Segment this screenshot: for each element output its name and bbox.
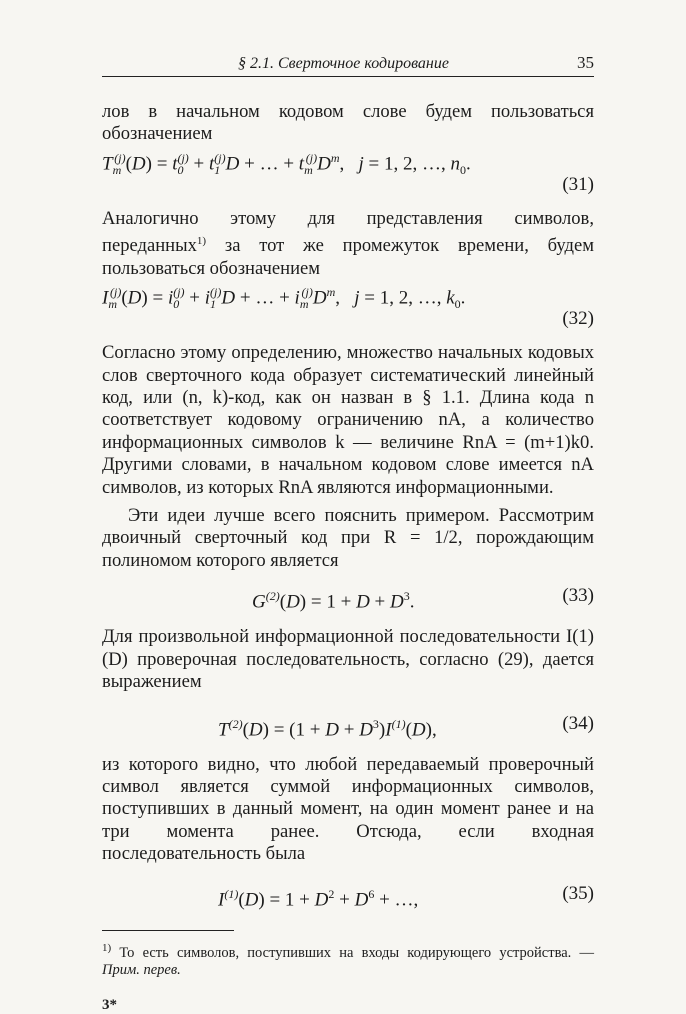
footnote-text: То есть символов, поступивших на входы кодирующего устройства. — <box>111 944 594 961</box>
page-number: 35 <box>577 53 594 72</box>
page-header <box>102 52 594 77</box>
footnote-divider <box>102 930 234 931</box>
equation-34-body: $T^{(2)}(D) = (1 + D + D^3)I^{(1)}(D)$, <box>218 716 437 740</box>
paragraph-received-symbols-tail: за тот же промежуток времени, будем пользоваться обозначением <box>102 235 594 279</box>
paragraph-definition: Согласно этому определению, множество начальных кодовых слов сверточного кода образует систематический линейный код, или (n, k)-код, как он назван в § 1.1. Длина кода n соответствует кодовому ограничению nA, а количество информационных символов k — величине RnA = (m+1)k0. Другими словами, в начальном кодовом слове имеется nA символов, из которых RnA являются информационными. <box>102 342 594 498</box>
equation-33-number: (33) <box>562 585 594 607</box>
running-title: § 2.1. Сверточное кодирование <box>238 55 449 72</box>
footnote <box>102 939 594 980</box>
equation-31-body: $T_m^{(j)}(D) = t_0^{(j)} + t_1^{(j)}D$ + … + $t_m^{(j)}D^m$, j = 1, 2, …, $n_0$. <box>102 150 471 177</box>
equation-32 <box>102 280 594 332</box>
paragraph-example: Эти идеи лучше всего пояснить примером. Рассмотрим двоичный сверточный код при R = 1/2, порождающим полиномом которого является <box>102 505 594 571</box>
footnote-reference: 1) <box>196 235 207 248</box>
book-page <box>102 52 594 1014</box>
equation-34-number: (34) <box>562 712 594 734</box>
equation-35-body: $I^{(1)}(D) = 1 + D^2 + D^6$ + …, <box>218 886 419 910</box>
equation-33 <box>102 584 594 613</box>
footnote-mark: 1) <box>102 941 112 954</box>
equation-34 <box>102 712 594 740</box>
equation-33-body: $G^{(2)}(D) = 1 + D + D^3$. <box>252 589 415 613</box>
equation-32-number: (32) <box>562 308 594 330</box>
paragraph-continuation: лов в начальном кодовом слове будем пользоваться обозначением <box>102 101 594 145</box>
paragraph-parity-symbol: из которого видно, что любой передаваемый проверочный символ является суммой информационных символов, поступивших в данный момент, на один момент ранее и на три момента ранее. Отсюда, если входная последовательность была <box>102 753 594 865</box>
equation-31-number: (31) <box>562 173 594 195</box>
equation-32-body: $I_m^{(j)}(D) = i_0^{(j)} + i_1^{(j)}D$ + … + $i_m^{(j)}D^m$, j = 1, 2, …, $k_0$. <box>102 285 466 312</box>
equation-31 <box>102 146 594 198</box>
equation-35 <box>102 882 594 910</box>
printer-signature: 3* <box>102 997 117 1014</box>
translator-note: Прим. перев. <box>102 962 181 979</box>
paragraph-check-sequence: Для произвольной информационной последовательности I(1)(D) проверочная последовательность, согласно (29), дается выражением <box>102 626 594 693</box>
paragraph-received-symbols <box>102 208 594 280</box>
equation-35-number: (35) <box>562 882 594 904</box>
paragraph-received-symbols-text: Аналогично этому для представления символов, переданных <box>102 207 594 257</box>
